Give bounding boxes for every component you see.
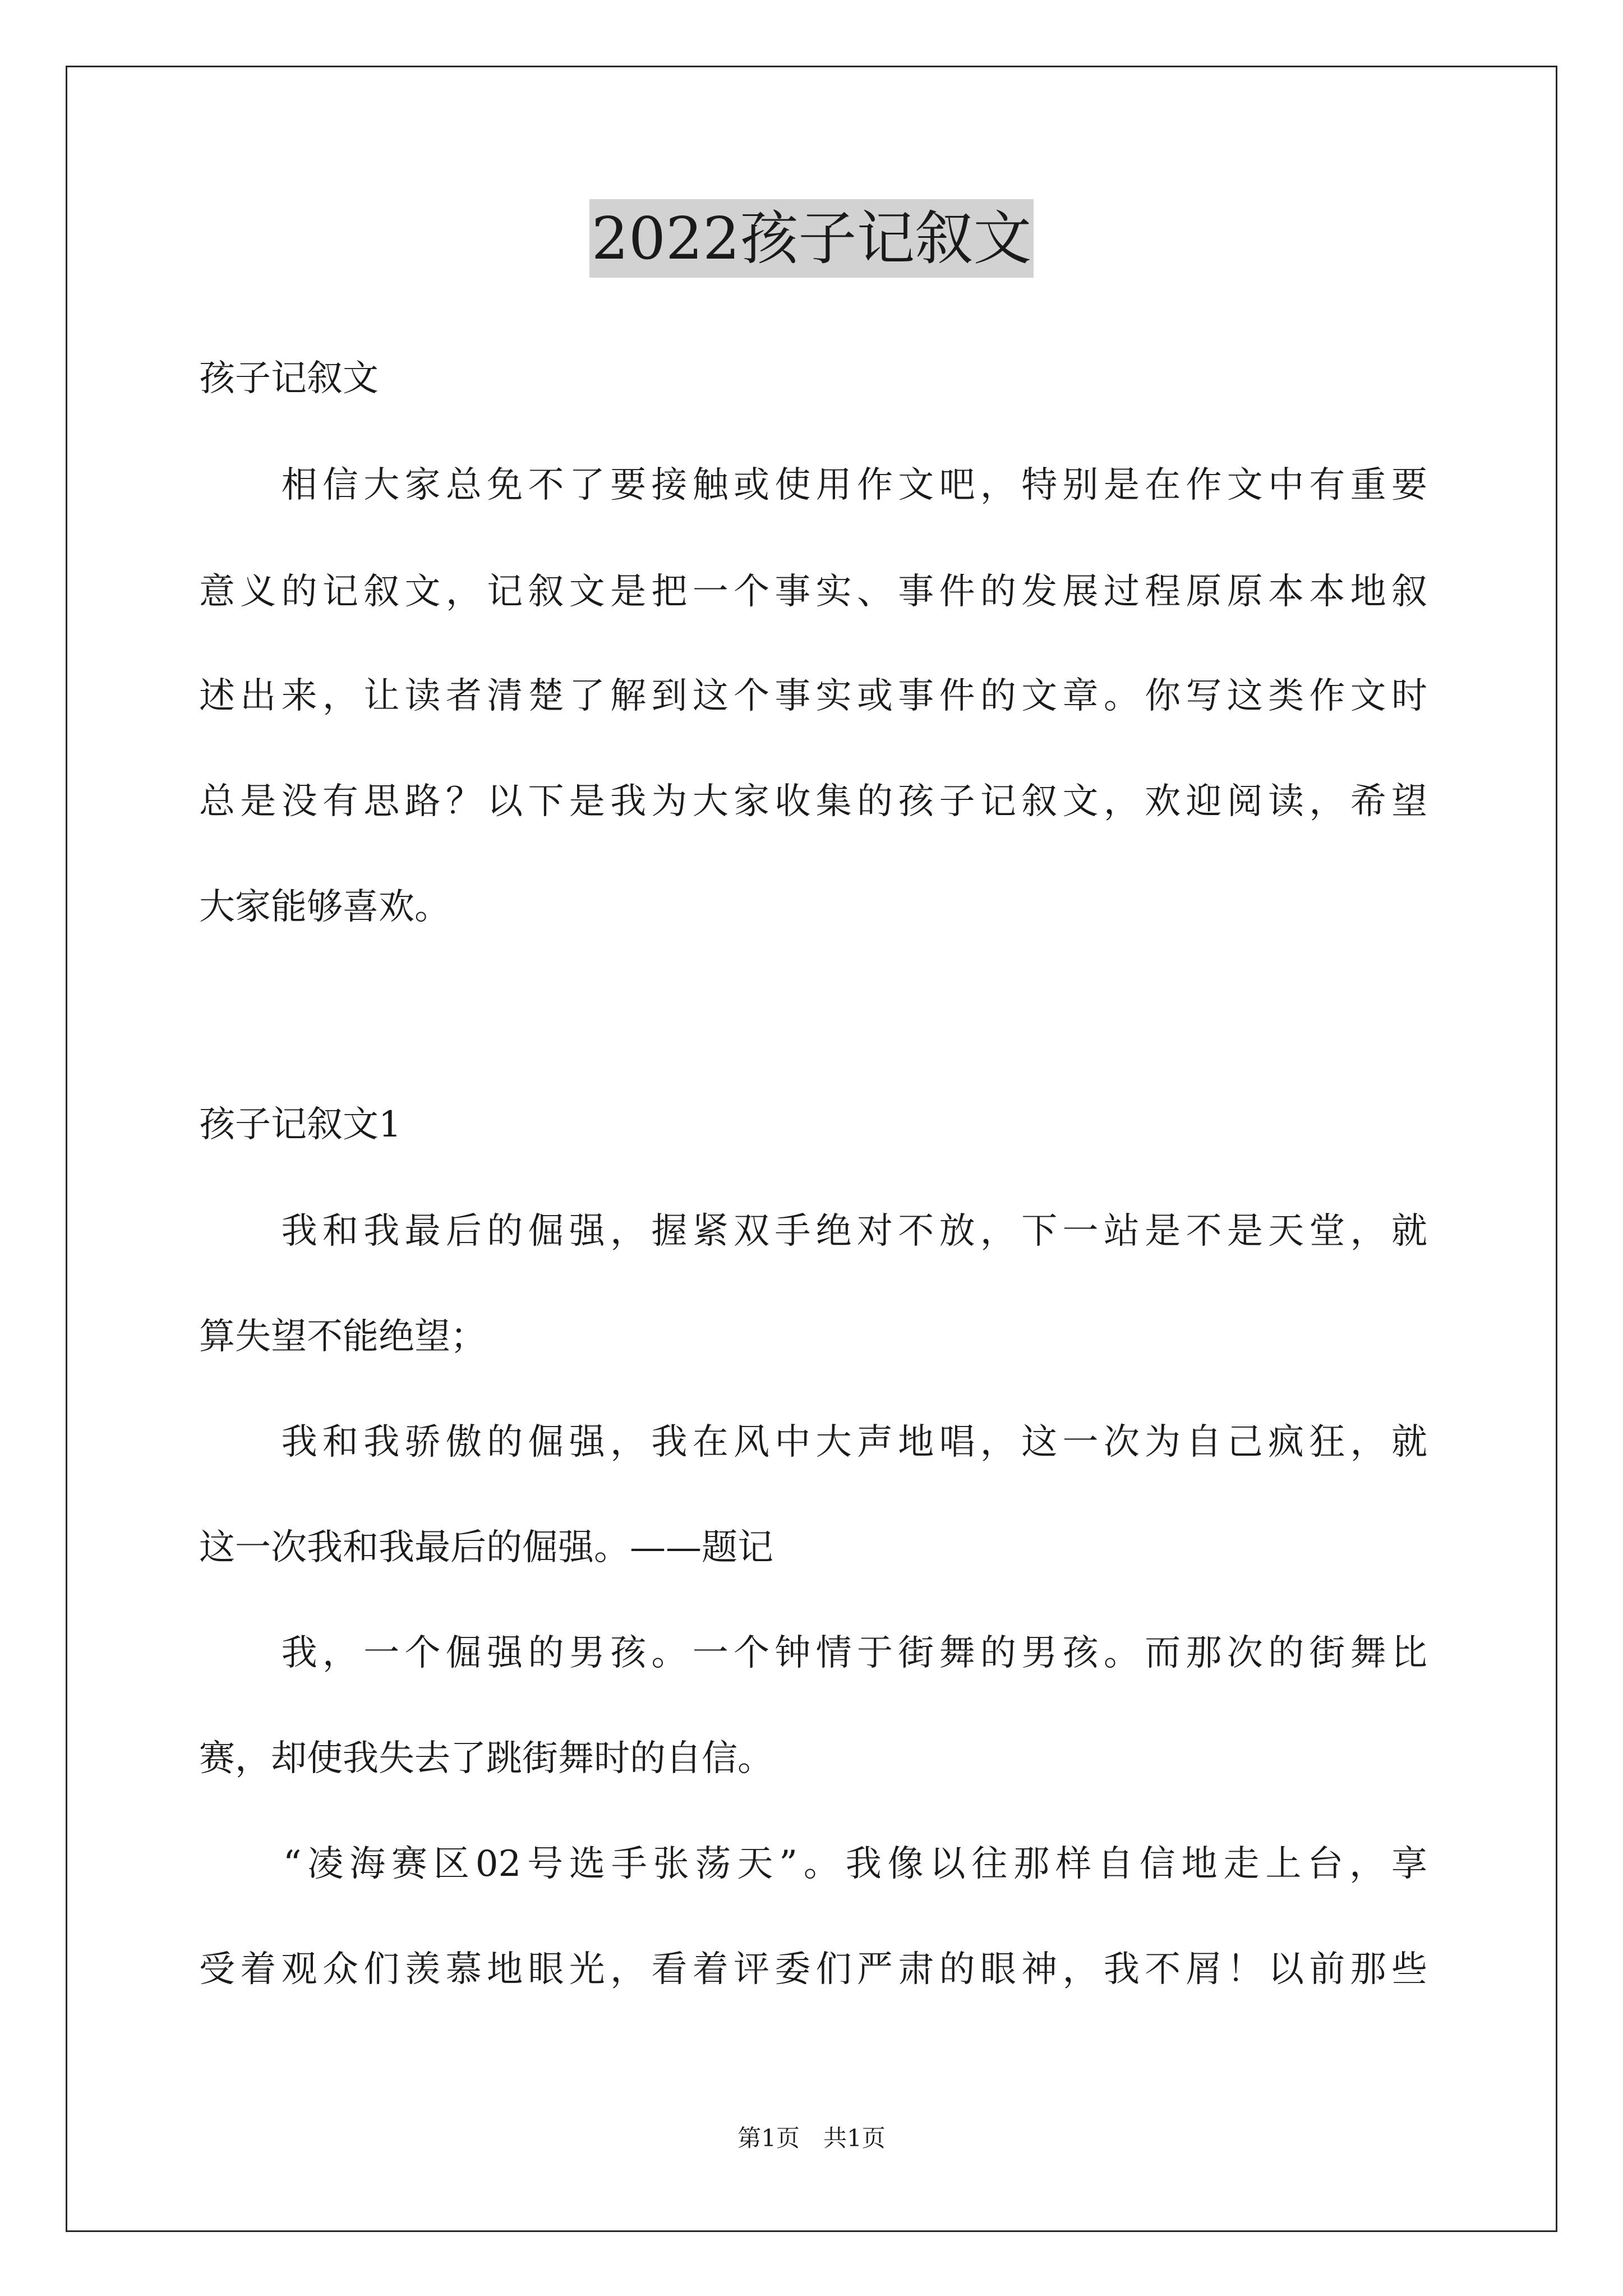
paragraph-line: 我和我最后的倔强，握紧双手绝对不放，下一站是不是天堂，就 bbox=[199, 1211, 1427, 1252]
paragraph-line: 大家能够喜欢。 bbox=[199, 886, 450, 928]
paragraph-line: 述出来，让读者清楚了解到这个事实或事件的文章。你写这类作文时 bbox=[199, 675, 1427, 717]
paragraph-line: 受着观众们羡慕地眼光，看着评委们严肃的眼神，我不屑！以前那些 bbox=[199, 1949, 1427, 1990]
paragraph-line: 我，一个倔强的男孩。一个钟情于街舞的男孩。而那次的街舞比 bbox=[199, 1632, 1427, 1674]
paragraph-line: 这一次我和我最后的倔强。——题记 bbox=[199, 1527, 773, 1568]
paragraph-line: 算失望不能绝望； bbox=[199, 1316, 486, 1358]
title-container bbox=[0, 199, 1623, 278]
paragraph-line: 总是没有思路？以下是我为大家收集的孩子记叙文，欢迎阅读，希望 bbox=[199, 781, 1427, 822]
paragraph-line: 我和我骄傲的倔强，我在风中大声地唱，这一次为自己疯狂，就 bbox=[199, 1421, 1427, 1463]
section-heading: 孩子记叙文1 bbox=[199, 1104, 402, 1145]
paragraph-line: “凌海赛区02号选手张荡天”。我像以往那样自信地走上台，享 bbox=[199, 1843, 1427, 1885]
document-title: 2022孩子记叙文 bbox=[589, 199, 1034, 278]
paragraph-line: 赛，却使我失去了跳街舞时的自信。 bbox=[199, 1738, 773, 1779]
page-number-footer: 第1页 共1页 bbox=[737, 2124, 886, 2152]
paragraph-line: 相信大家总免不了要接触或使用作文吧，特别是在作文中有重要 bbox=[199, 464, 1427, 506]
paragraph-line: 意义的记叙文，记叙文是把一个事实、事件的发展过程原原本本地叙 bbox=[199, 571, 1427, 613]
section-heading: 孩子记叙文 bbox=[199, 358, 379, 399]
